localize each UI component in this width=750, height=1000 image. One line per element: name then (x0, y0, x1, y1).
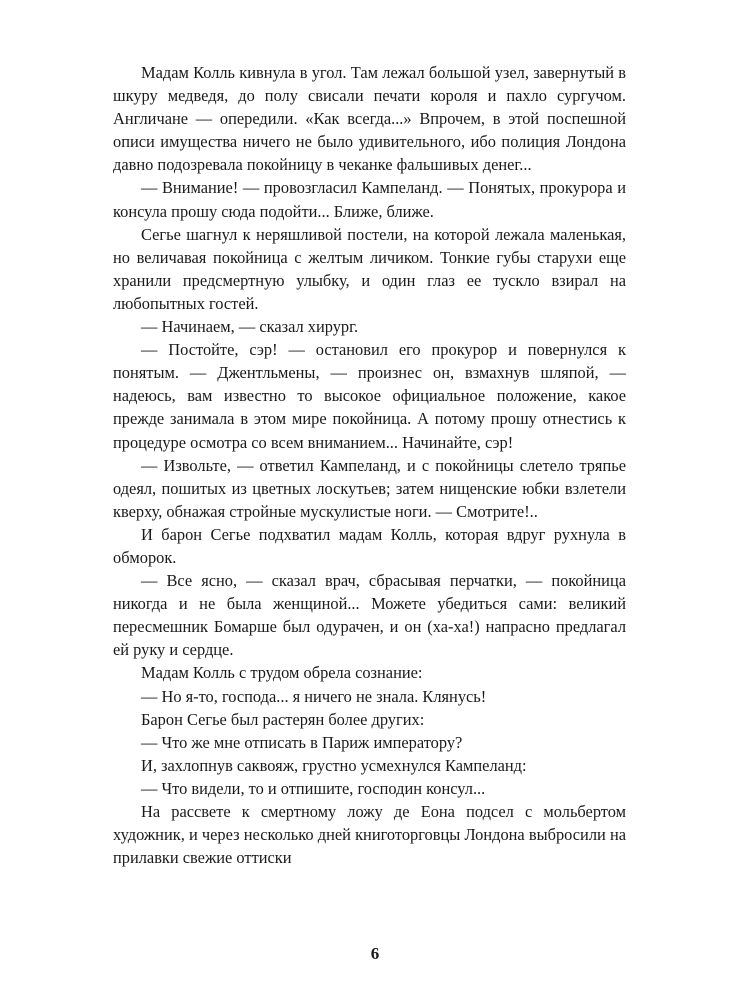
paragraph: На рассвете к смертному ложу де Еона подсел с мольбертом художник, и через несколько дней книготорговцы Лондона выбросили на прилавки свежие оттиски (113, 802, 626, 868)
paragraph: — Все ясно, — сказал врач, сбрасывая перчатки, — покойница никогда и не была женщиной... Можете убедиться сами: великий пересмешник Бомарше был одурачен, и он (ха-ха!) напрасно предлагал ей руку и сердце. (113, 571, 626, 660)
paragraph: — Извольте, — ответил Кампеланд, и с покойницы слетело тряпье одеял, пошитых из цветных лоскутьев; затем нищенские юбки взлетели кверху, обнажая стройные мускулистые ноги. — Смотрите!.. (113, 455, 626, 521)
paragraph: — Начинаем, — сказал хирург. (141, 317, 359, 337)
page-text-block (113, 61, 626, 869)
paragraph: — Внимание! — провозгласил Кампеланд. — Понятых, прокурора и консула прошу сюда подойти... Ближе, ближе. (113, 178, 626, 221)
paragraph: Мадам Колль с трудом обрела сознание: (141, 663, 423, 683)
paragraph: И, захлопнув саквояж, грустно усмехнулся Кампеланд: (141, 755, 527, 775)
paragraph: — Что же мне отписать в Париж императору? (141, 732, 463, 752)
paragraph: — Постойте, сэр! — остановил его прокурор и повернулся к понятым. — Джентльмены, — произнес он, взмахнув шляпой, — надеюсь, вам известно то высокое официальное положение, какое прежде занимала в этом мире покойница. А потому прошу отнестись к процедуре осмотра со всем вниманием... Начинайте, сэр! (113, 340, 626, 452)
paragraph: — Но я-то, господа... я ничего не знала. Клянусь! (141, 686, 487, 706)
paragraph: Барон Сегье был растерян более других: (141, 709, 425, 729)
paragraph: И барон Сегье подхватил мадам Колль, которая вдруг рухнула в обморок. (113, 524, 626, 567)
paragraph: Мадам Колль кивнула в угол. Там лежал большой узел, завернутый в шкуру медведя, до полу свисали печати короля и пахло сургучом. Англичане — опередили. «Как всегда...» Впрочем, в этой поспешной описи имущества ничего не было удивительного, ибо полиция Лондона давно подозревала покойницу в чеканке фальшивых денег... (113, 63, 626, 175)
page-number: 6 (370, 944, 380, 963)
paragraph: Сегье шагнул к неряшливой постели, на которой лежала маленькая, но величавая покойница с желтым личиком. Тонкие губы старухи еще хранили предсмертную улыбку, и один глаз ее тускло взирал на любопытных гостей. (113, 224, 626, 313)
paragraph: — Что видели, то и отпишите, господин консул... (141, 778, 486, 798)
